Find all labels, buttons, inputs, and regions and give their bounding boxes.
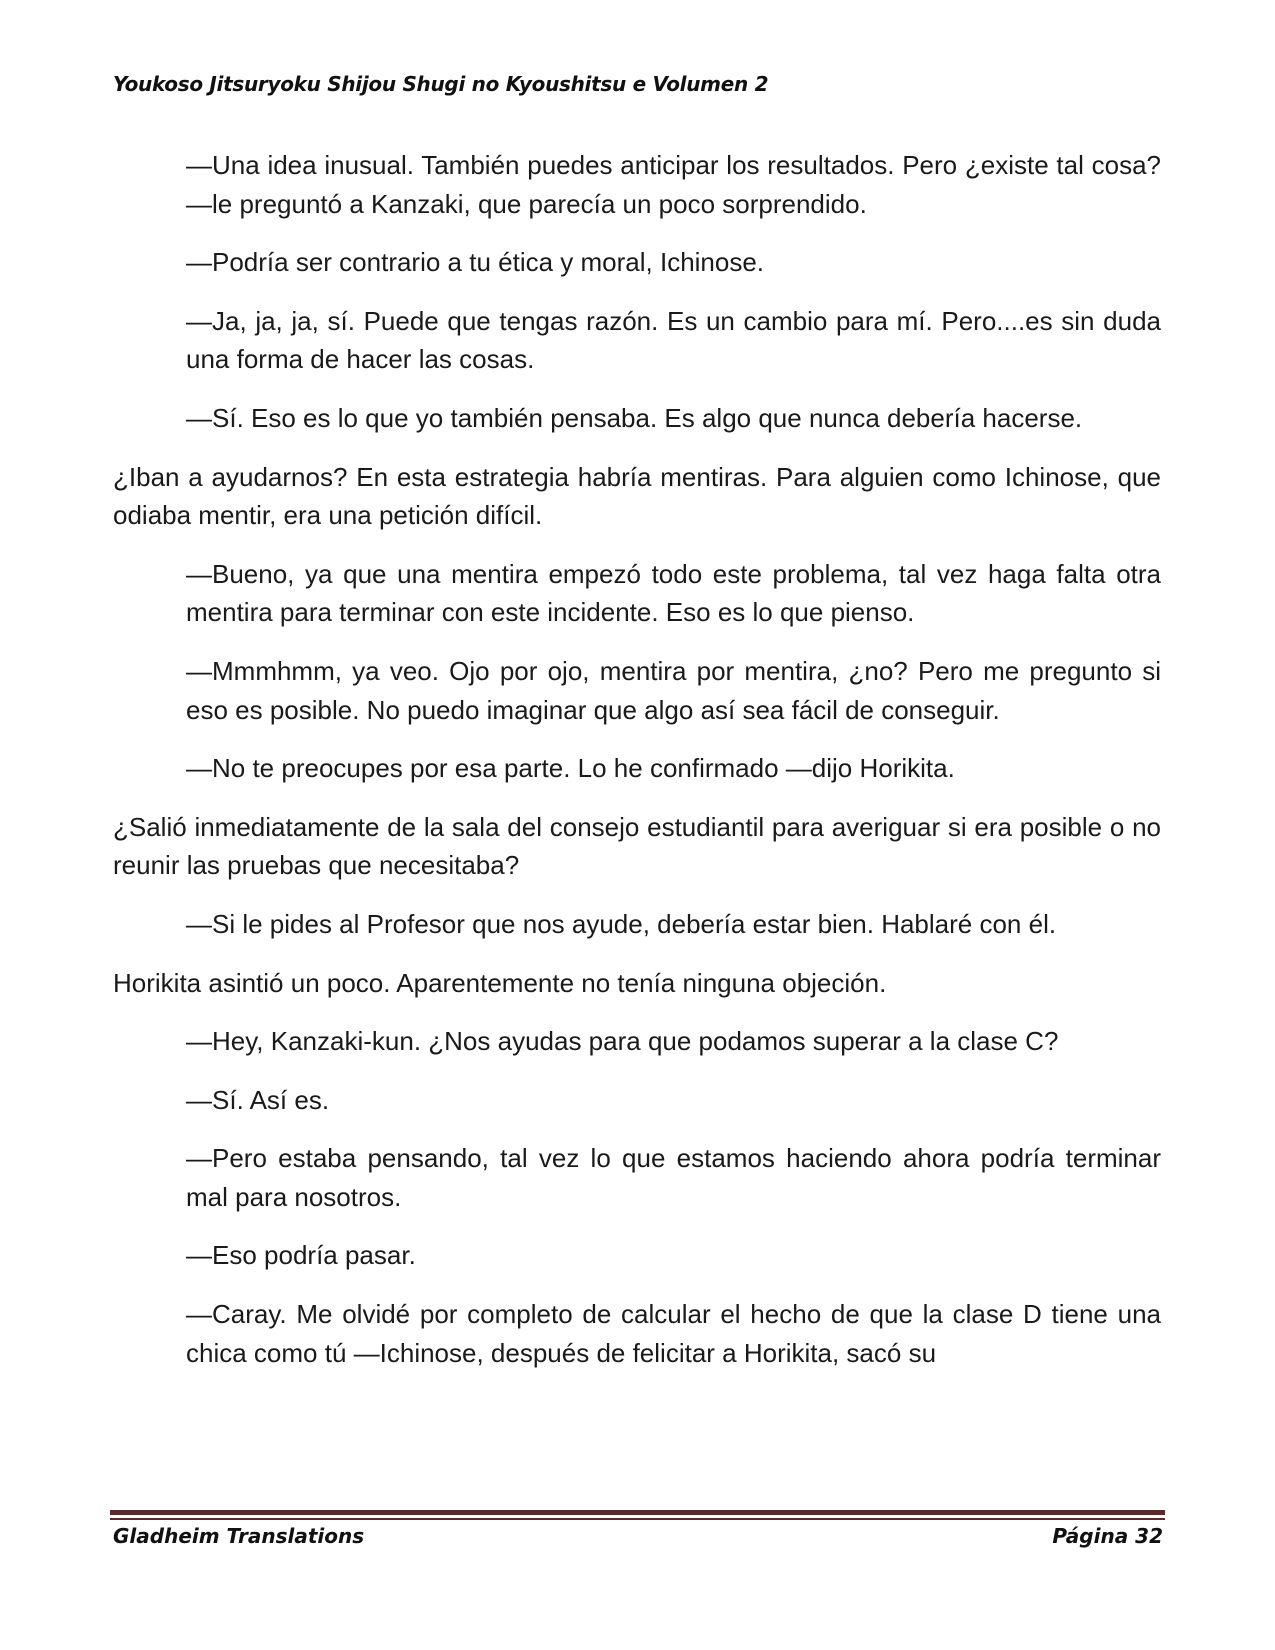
paragraph-dialogue: —Sí. Eso es lo que yo también pensaba. Es algo que nunca debería hacerse. — [186, 402, 1083, 433]
paragraph-narration: ¿Iban a ayudarnos? En esta estrategia habría mentiras. Para alguien como Ichinose, que odiaba mentir, era una petición difícil. — [113, 461, 1161, 531]
paragraph-dialogue: —Mmmhmm, ya veo. Ojo por ojo, mentira por mentira, ¿no? Pero me pregunto si eso es posible. No puedo imaginar que algo así sea fácil de conseguir. — [186, 655, 1161, 725]
running-header: Youkoso Jitsuryoku Shijou Shugi no Kyoushitsu e Volumen 2 — [113, 72, 769, 96]
paragraph-dialogue: —Podría ser contrario a tu ética y moral, Ichinose. — [186, 247, 765, 278]
paragraph-dialogue: —Una idea inusual. También puedes anticipar los resultados. Pero ¿existe tal cosa? —le preguntó a Kanzaki, que parecía un poco sorprendido. — [186, 150, 1161, 219]
paragraph-dialogue: —No te preocupes por esa parte. Lo he confirmado —dijo Horikita. — [186, 753, 955, 784]
paragraph-narration: ¿Salió inmediatamente de la sala del consejo estudiantil para averiguar si era posible o no reunir las pruebas que necesitaba? — [113, 811, 1161, 881]
footer-rule-thin — [110, 1518, 1165, 1520]
paragraph-dialogue: —Si le pides al Profesor que nos ayude, debería estar bien. Hablaré con él. — [186, 908, 1057, 939]
paragraph-dialogue: —Pero estaba pensando, tal vez lo que estamos haciendo ahora podría terminar mal para nosotros. — [186, 1143, 1161, 1212]
body-text — [113, 146, 1161, 1392]
paragraph-dialogue: —Bueno, ya que una mentira empezó todo este problema, tal vez haga falta otra mentira para terminar con este incidente. Eso es lo que pienso. — [186, 558, 1161, 628]
paragraph-dialogue: —Eso podría pasar. — [186, 1240, 416, 1271]
paragraph-dialogue: —Sí. Así es. — [186, 1084, 330, 1115]
paragraph-dialogue: —Caray. Me olvidé por completo de calcular el hecho de que la clase D tiene una chica como tú —Ichinose, después de felicitar a Horikita, sacó su — [186, 1299, 1161, 1368]
footer-rule — [110, 1510, 1165, 1515]
paragraph-narration: Horikita asintió un poco. Aparentemente no tenía ninguna objeción. — [113, 967, 887, 998]
footer-translator: Gladheim Translations — [113, 1524, 365, 1548]
paragraph-dialogue: —Hey, Kanzaki-kun. ¿Nos ayudas para que podamos superar a la clase C? — [186, 1026, 1059, 1057]
page-number: Página 32 — [1052, 1524, 1163, 1548]
paragraph-dialogue: —Ja, ja, ja, sí. Puede que tengas razón. Es un cambio para mí. Pero....es sin duda una forma de hacer las cosas. — [186, 305, 1161, 375]
